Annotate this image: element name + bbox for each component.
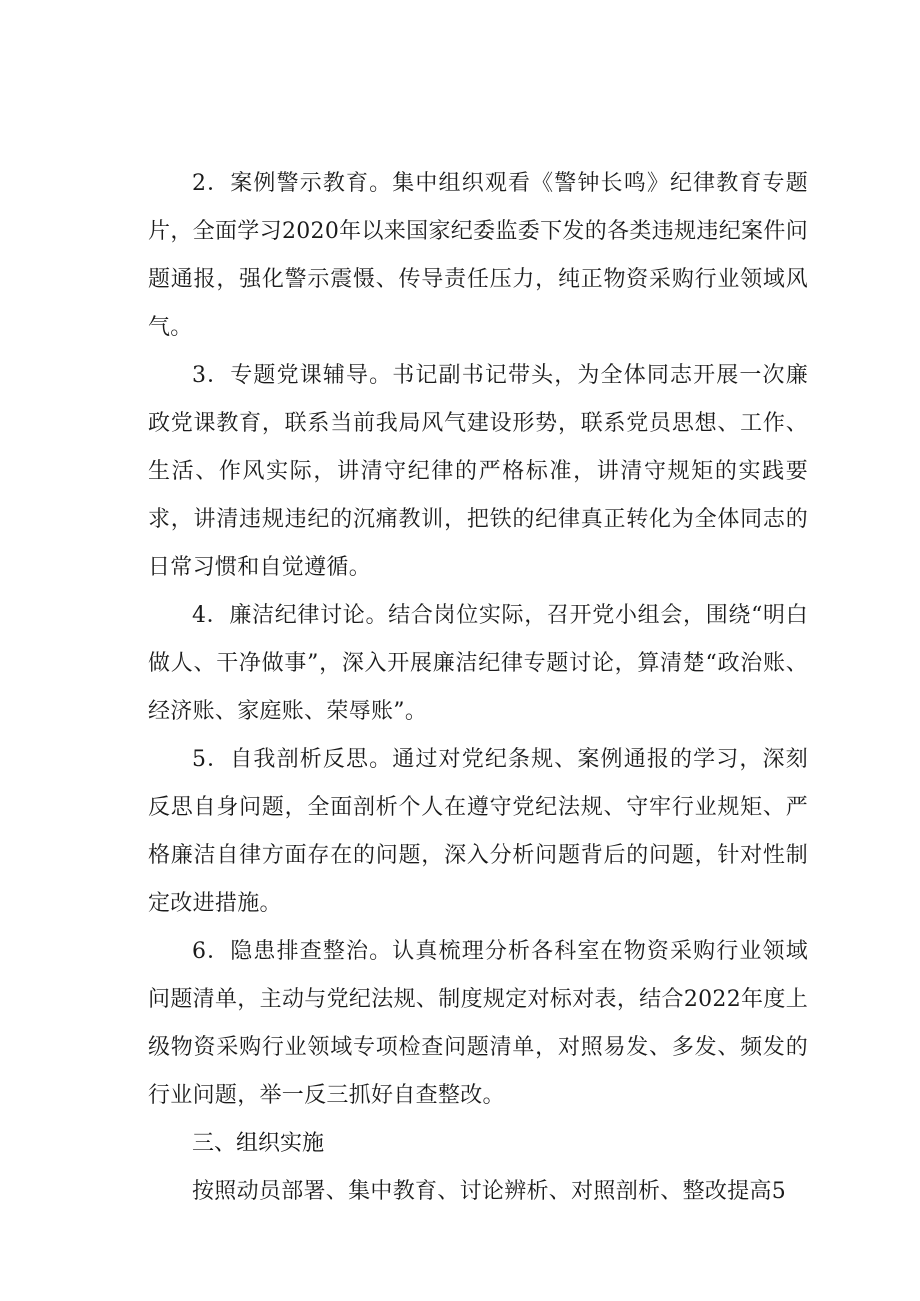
document-body xyxy=(148,160,808,1216)
section-heading: 三、组织实施 xyxy=(192,1131,325,1156)
paragraph-hazard-rectification: 6．隐患排查整治。认真梳理分析各科室在物资采购行业领域问题清单，主动与党纪法规、制度规定对标对表，结合2022年度上级物资采购行业领域专项检查问题清单，对照易发、多发、频发的行业问题，举一反三抓好自查整改。 xyxy=(148,939,808,1108)
paragraph-self-analysis: 5．自我剖析反思。通过对党纪条规、案例通报的学习，深刻反思自身问题，全面剖析个人在遵守党纪法规、守牢行业规矩、严格廉洁自律方面存在的问题，深入分析问题背后的问题，针对性制定改进措施。 xyxy=(148,747,808,916)
paragraph-party-lecture: 3．专题党课辅导。书记副书记带头，为全体同志开展一次廉政党课教育，联系当前我局风气建设形势，联系党员思想、工作、生活、作风实际，讲清守纪律的严格标准，讲清守规矩的实践要求，讲清违规违纪的沉痛教训，把铁的纪律真正转化为全体同志的日常习惯和自觉遵循。 xyxy=(148,363,808,580)
paragraph-case-warning-education: 2．案例警示教育。集中组织观看《警钟长鸣》纪律教育专题片，全面学习2020年以来国家纪委监委下发的各类违规违纪案件问题通报，强化警示震慑、传导责任压力，纯正物资采购行业领域风气。 xyxy=(148,171,808,340)
paragraph-organization: 按照动员部署、集中教育、讨论辨析、对照剖析、整改提高5 xyxy=(192,1179,787,1204)
paragraph-integrity-discussion: 4．廉洁纪律讨论。结合岗位实际，召开党小组会，围绕“明白做人、干净做事”，深入开展廉洁纪律专题讨论，算清楚“政治账、经济账、家庭账、荣辱账”。 xyxy=(148,603,808,724)
